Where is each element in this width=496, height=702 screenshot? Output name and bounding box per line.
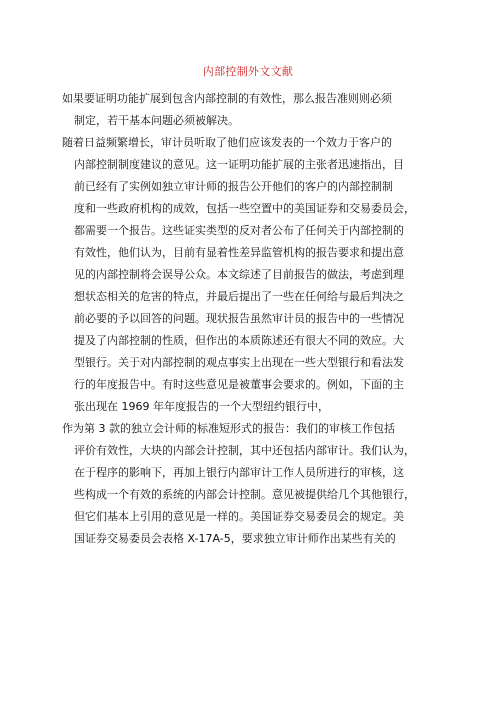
- body-line: 制定，若干基本问题必须被解决。: [74, 114, 239, 127]
- body-line: 行的年度报告中。有时这些意见是被董事会要求的。例如，下面的主: [74, 378, 404, 391]
- body-line: 在于程序的影响下，再加上银行内部审计工作人员所进行的审核，这: [74, 466, 404, 479]
- body-line: 内部控制制度建议的意见。这一证明功能扩展的主张者迅速指出，目: [74, 158, 404, 171]
- body-line: 评价有效性，大块的内部会计控制，其中还包括内部审计。我们认为，: [74, 444, 415, 457]
- body-line: 提及了内部控制的性质，但作出的本质陈述还有很大不同的效应。大: [74, 334, 404, 347]
- body-line: 张出现在 1969 年年度报告的一个大型纽约银行中，: [74, 400, 329, 413]
- body-line: 作为第 3 款的独立会计师的标准短形式的报告：我们的审核工作包括: [62, 422, 395, 435]
- body-line: 些构成一个有效的系统的内部会计控制。意见被提供给几个其他银行，: [74, 488, 415, 501]
- body-line: 如果要证明功能扩展到包含内部控制的有效性，那么报告准则则必须: [62, 92, 392, 105]
- body-line: 型银行。关于对内部控制的观点事实上出现在一些大型银行和看法发: [74, 356, 404, 369]
- body-line: 都需要一个报告。这些证实类型的反对者公布了任何关于内部控制的: [74, 224, 404, 237]
- body-line: 想状态相关的危害的特点，并最后提出了一些在任何给与最后判决之: [74, 290, 404, 303]
- document-title: 内部控制外文文献: [202, 65, 294, 78]
- body-line: 前已经有了实例如独立审计师的报告公开他们的客户的内部控制制: [74, 180, 393, 193]
- body-line: 见的内部控制将会误导公众。本文综述了目前报告的做法，考虑到理: [74, 268, 404, 281]
- body-line: 但它们基本上引用的意见是一样的。美国证券交易委员会的规定。美: [74, 510, 404, 523]
- body-line: 前必要的予以回答的问题。现状报告虽然审计员的报告中的一些情况: [74, 312, 404, 325]
- body-line: 随着日益频繁增长，审计员听取了他们应该发表的一个效力于客户的: [62, 136, 392, 149]
- document-body: [62, 88, 442, 550]
- body-line: 国证券交易委员会表格 X-17A-5，要求独立审计师作出某些有关的: [74, 532, 396, 545]
- body-line: 度和一些政府机构的成效，包括一些空置中的美国证券和交易委员会，: [74, 202, 415, 215]
- body-line: 有效性，他们认为，目前有显着性差异监管机构的报告要求和提出意: [74, 246, 404, 259]
